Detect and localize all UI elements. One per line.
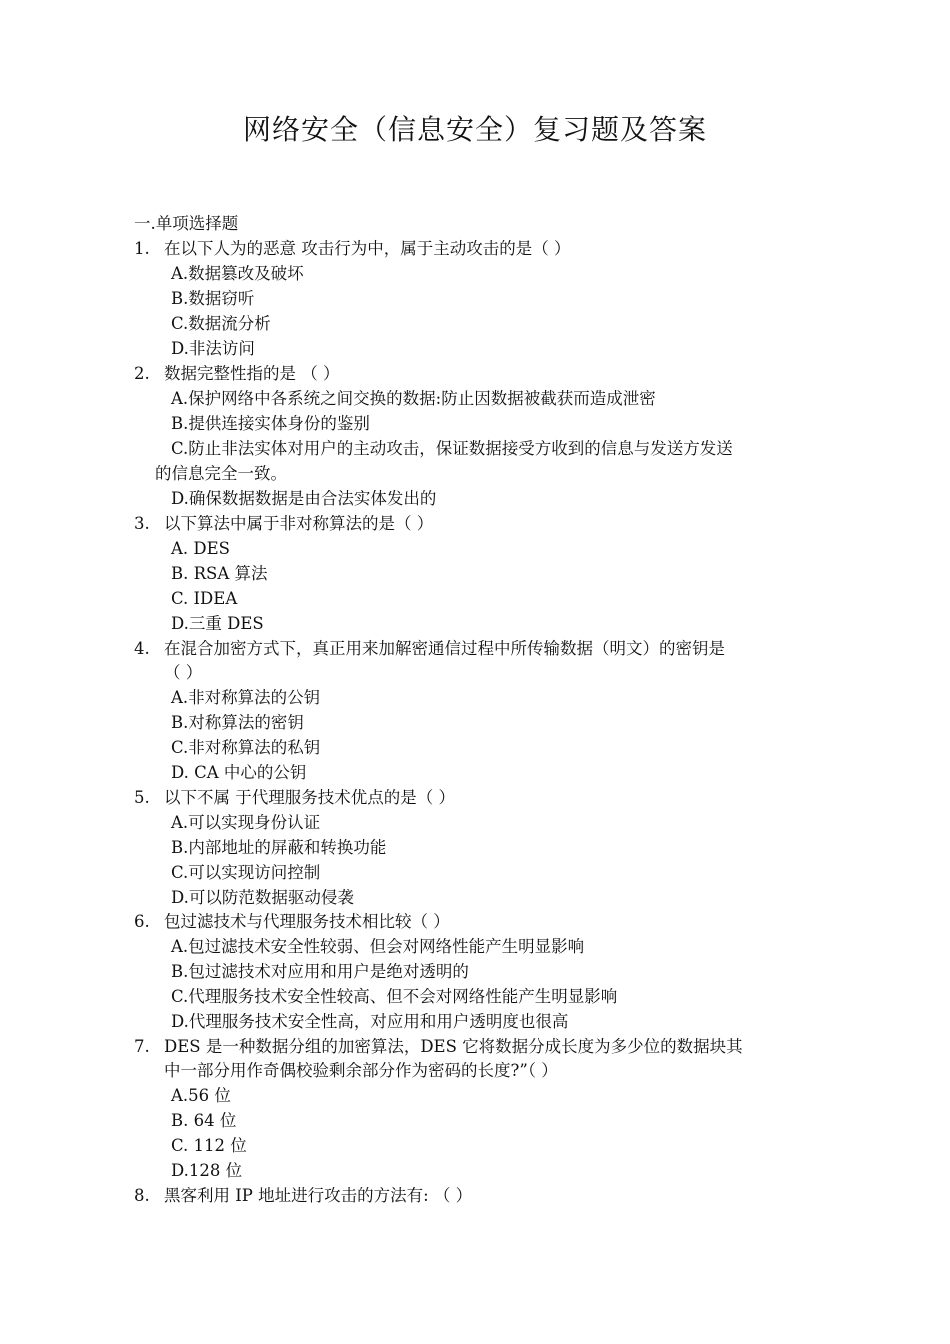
option-a: A.保护网络中各系统之间交换的数据:防止因数据被截获而造成泄密 (171, 389, 656, 408)
option-a: A.非对称算法的公钥 (171, 688, 321, 707)
question-text: 以下算法中属于非对称算法的是（ ） (164, 514, 434, 533)
question-3 (134, 511, 433, 536)
question-number: 3. (134, 514, 150, 533)
option-c: C.数据流分析 (171, 314, 271, 333)
question-text: 在混合加密方式下，真正用来加解密通信过程中所传输数据（明文）的密钥是 (164, 639, 725, 658)
option-b: B.内部地址的屏蔽和转换功能 (171, 838, 387, 857)
question-2 (134, 361, 340, 386)
option-a: A.数据篡改及破坏 (171, 264, 304, 283)
question-number: 6. (134, 912, 150, 931)
option-b: B.数据窃听 (171, 289, 255, 308)
option-a: A. DES (171, 539, 230, 558)
option-d: D.代理服务技术安全性高，对应用和用户透明度也很高 (171, 1012, 569, 1031)
question-text: 以下不属 于代理服务技术优点的是（ ） (164, 788, 455, 807)
question-5 (134, 785, 455, 810)
option-c: C.防止非法实体对用户的主动攻击，保证数据接受方收到的信息与发送方发送 (171, 439, 733, 458)
question-4 (134, 636, 725, 661)
option-d: D.三重 DES (171, 614, 264, 633)
option-b: B. 64 位 (171, 1111, 237, 1130)
option-a: A.56 位 (171, 1086, 231, 1105)
question-text: DES 是一种数据分组的加密算法，DES 它将数据分成长度为多少位的数据块其 (164, 1037, 743, 1056)
option-b: B.提供连接实体身份的鉴别 (171, 414, 370, 433)
option-c: C.代理服务技术安全性较高、但不会对网络性能产生明显影响 (171, 987, 618, 1006)
page-title: 网络安全（信息安全）复习题及答案 (242, 113, 707, 146)
question-number: 1. (134, 239, 150, 258)
option-c: C. IDEA (171, 589, 238, 608)
question-text-continued: （ ） (164, 663, 203, 682)
option-d: D.非法访问 (171, 339, 255, 358)
question-text-continued: 中一部分用作奇偶校验剩余部分作为密码的长度?”（ ） (164, 1061, 558, 1080)
option-a: A.包过滤技术安全性较弱、但会对网络性能产生明显影响 (171, 937, 585, 956)
question-number: 7. (134, 1037, 150, 1056)
option-d: D.可以防范数据驱动侵袭 (171, 888, 354, 907)
option-c: C.可以实现访问控制 (171, 863, 321, 882)
question-number: 8. (134, 1186, 150, 1205)
question-text: 在以下人为的恶意 攻击行为中，属于主动攻击的是（ ） (164, 239, 571, 258)
option-b: B. RSA 算法 (171, 564, 268, 583)
question-number: 4. (134, 639, 150, 658)
question-8 (134, 1183, 472, 1208)
option-d: D. CA 中心的公钥 (171, 763, 307, 782)
question-6 (134, 909, 450, 934)
question-7 (134, 1034, 743, 1059)
option-c-continued: 的信息完全一致。 (155, 464, 287, 483)
option-a: A.可以实现身份认证 (171, 813, 321, 832)
question-number: 5. (134, 788, 150, 807)
question-text: 数据完整性指的是 （ ） (164, 364, 340, 383)
option-b: B.对称算法的密钥 (171, 713, 304, 732)
question-number: 2. (134, 364, 150, 383)
question-1 (134, 236, 571, 261)
option-c: C. 112 位 (171, 1136, 247, 1155)
option-b: B.包过滤技术对应用和用户是绝对透明的 (171, 962, 469, 981)
question-text: 黑客利用 IP 地址进行攻击的方法有: （ ） (164, 1186, 473, 1205)
section-heading: 一.单项选择题 (134, 214, 239, 233)
question-text: 包过滤技术与代理服务技术相比较（ ） (164, 912, 450, 931)
option-d: D.128 位 (171, 1161, 243, 1180)
option-d: D.确保数据数据是由合法实体发出的 (171, 489, 437, 508)
option-c: C.非对称算法的私钥 (171, 738, 321, 757)
